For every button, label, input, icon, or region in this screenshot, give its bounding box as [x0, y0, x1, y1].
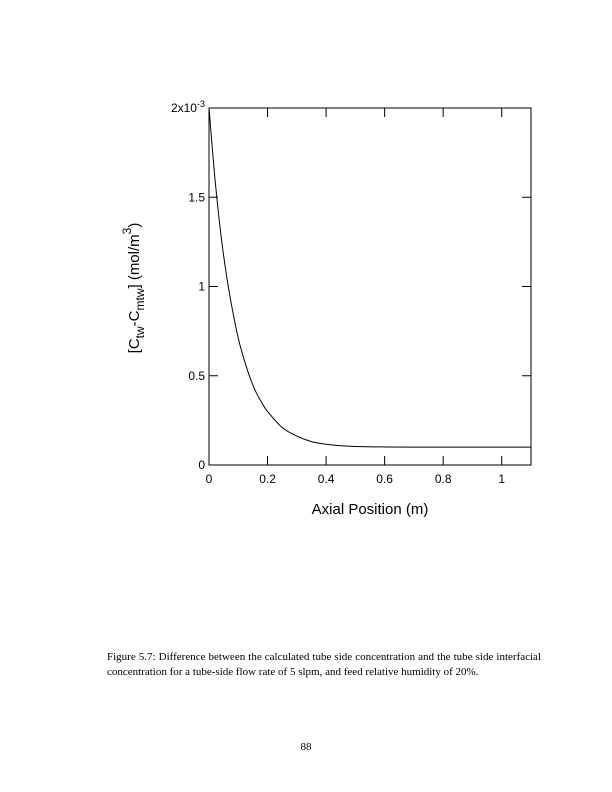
- y-tick-label: 1: [198, 279, 205, 294]
- y-tick-label: 0: [198, 458, 205, 472]
- x-axis-ticks: [206, 108, 506, 486]
- x-tick-label: 1: [498, 472, 506, 486]
- data-series-line: [209, 108, 531, 447]
- y-axis-ticks: [171, 99, 531, 472]
- figure-caption: Figure 5.7: Difference between the calculated tube side concentration and the tube side interfacial concentration for a tube-side flow rate of 5 slpm, and feed relative humidity of 20%.: [107, 651, 541, 678]
- x-axis-label: Axial Position (m): [311, 501, 429, 518]
- y-axis-label: $[C_{tw}-C_{mtw}]$ $(mol/m^3)$: [120, 222, 147, 354]
- page-number: 88: [300, 741, 312, 753]
- x-tick-label: 0.4: [317, 472, 335, 486]
- y-tick-label: 0.5: [188, 368, 205, 383]
- y-tick-label: $2x10^{-3}$: [170, 99, 205, 115]
- x-tick-label: 0.8: [434, 472, 452, 486]
- x-tick-label: 0: [205, 472, 213, 486]
- y-tick-label: 1.5: [188, 190, 205, 205]
- x-tick-label: 0.6: [376, 472, 393, 486]
- plot-frame: [209, 108, 531, 465]
- x-tick-label: 0.2: [259, 472, 276, 486]
